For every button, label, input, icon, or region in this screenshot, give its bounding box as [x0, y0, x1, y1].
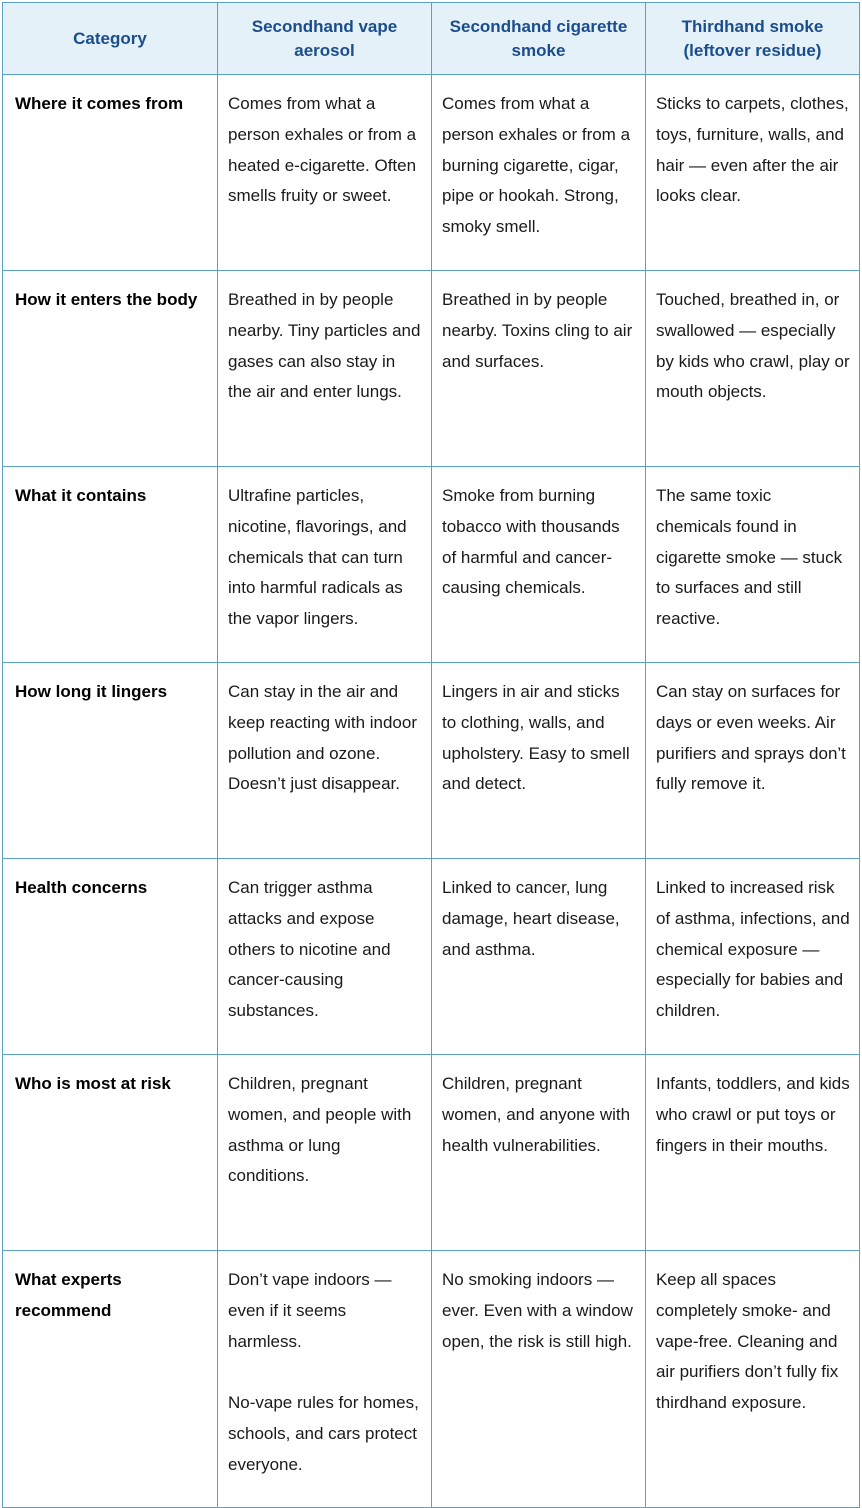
header-row: [3, 3, 860, 75]
row-category: Health concerns: [3, 859, 218, 1055]
cell-vape: [218, 1251, 432, 1508]
cell-cigarette: Linked to cancer, lung damage, heart disease, and asthma.: [431, 859, 645, 1055]
table-row: [3, 271, 860, 467]
cell-vape: Breathed in by people nearby. Tiny particles and gases can also stay in the air and enter lungs.: [218, 271, 432, 467]
cell-thirdhand: The same toxic chemicals found in cigarette smoke — stuck to surfaces and still reactive.: [645, 467, 859, 663]
cell-vape: Can trigger asthma attacks and expose others to nicotine and cancer-causing substances.: [218, 859, 432, 1055]
table-row: [3, 859, 860, 1055]
cell-vape: Can stay in the air and keep reacting with indoor pollution and ozone. Doesn’t just disappear.: [218, 663, 432, 859]
table-row: [3, 663, 860, 859]
cell-thirdhand: Touched, breathed in, or swallowed — especially by kids who crawl, play or mouth objects.: [645, 271, 859, 467]
cell-vape: Comes from what a person exhales or from a heated e-cigarette. Often smells fruity or sweet.: [218, 75, 432, 271]
row-category: How long it lingers: [3, 663, 218, 859]
cell-cigarette: Comes from what a person exhales or from a burning cigarette, cigar, pipe or hookah. Strong, smoky smell.: [431, 75, 645, 271]
cell-vape-paragraph: Don’t vape indoors — even if it seems harmless.: [228, 1270, 392, 1351]
row-category: What it contains: [3, 467, 218, 663]
header-secondhand-cigarette: Secondhand cigarette smoke: [431, 3, 645, 75]
cell-cigarette: Breathed in by people nearby. Toxins cling to air and surfaces.: [431, 271, 645, 467]
row-category: How it enters the body: [3, 271, 218, 467]
row-category: Where it comes from: [3, 75, 218, 271]
paragraph-gap: [228, 1357, 423, 1388]
cell-vape: Children, pregnant women, and people with asthma or lung conditions.: [218, 1055, 432, 1251]
row-category: What experts recommend: [3, 1251, 218, 1508]
cell-cigarette: Smoke from burning tobacco with thousands of harmful and cancer-causing chemicals.: [431, 467, 645, 663]
comparison-table: [2, 2, 860, 1508]
cell-thirdhand: Infants, toddlers, and kids who crawl or put toys or fingers in their mouths.: [645, 1055, 859, 1251]
table-row: [3, 1055, 860, 1251]
header-category: Category: [3, 3, 218, 75]
row-category: Who is most at risk: [3, 1055, 218, 1251]
cell-thirdhand: Linked to increased risk of asthma, infections, and chemical exposure — especially for babies and children.: [645, 859, 859, 1055]
cell-cigarette: Children, pregnant women, and anyone with health vulnerabilities.: [431, 1055, 645, 1251]
table-row: [3, 467, 860, 663]
table-row: [3, 75, 860, 271]
cell-cigarette: No smoking indoors — ever. Even with a window open, the risk is still high.: [431, 1251, 645, 1508]
cell-thirdhand: Can stay on surfaces for days or even weeks. Air purifiers and sprays don’t fully remove it.: [645, 663, 859, 859]
table-row: [3, 1251, 860, 1508]
cell-thirdhand: Sticks to carpets, clothes, toys, furniture, walls, and hair — even after the air looks clear.: [645, 75, 859, 271]
header-thirdhand-smoke: Thirdhand smoke (leftover residue): [645, 3, 859, 75]
cell-vape: Ultrafine particles, nicotine, flavorings, and chemicals that can turn into harmful radicals as the vapor lingers.: [218, 467, 432, 663]
cell-vape-paragraph: No-vape rules for homes, schools, and cars protect everyone.: [228, 1393, 419, 1474]
cell-cigarette: Lingers in air and sticks to clothing, walls, and upholstery. Easy to smell and detect.: [431, 663, 645, 859]
cell-thirdhand: Keep all spaces completely smoke- and vape-free. Cleaning and air purifiers don’t fully fix thirdhand exposure.: [645, 1251, 859, 1508]
header-secondhand-vape: Secondhand vape aerosol: [218, 3, 432, 75]
